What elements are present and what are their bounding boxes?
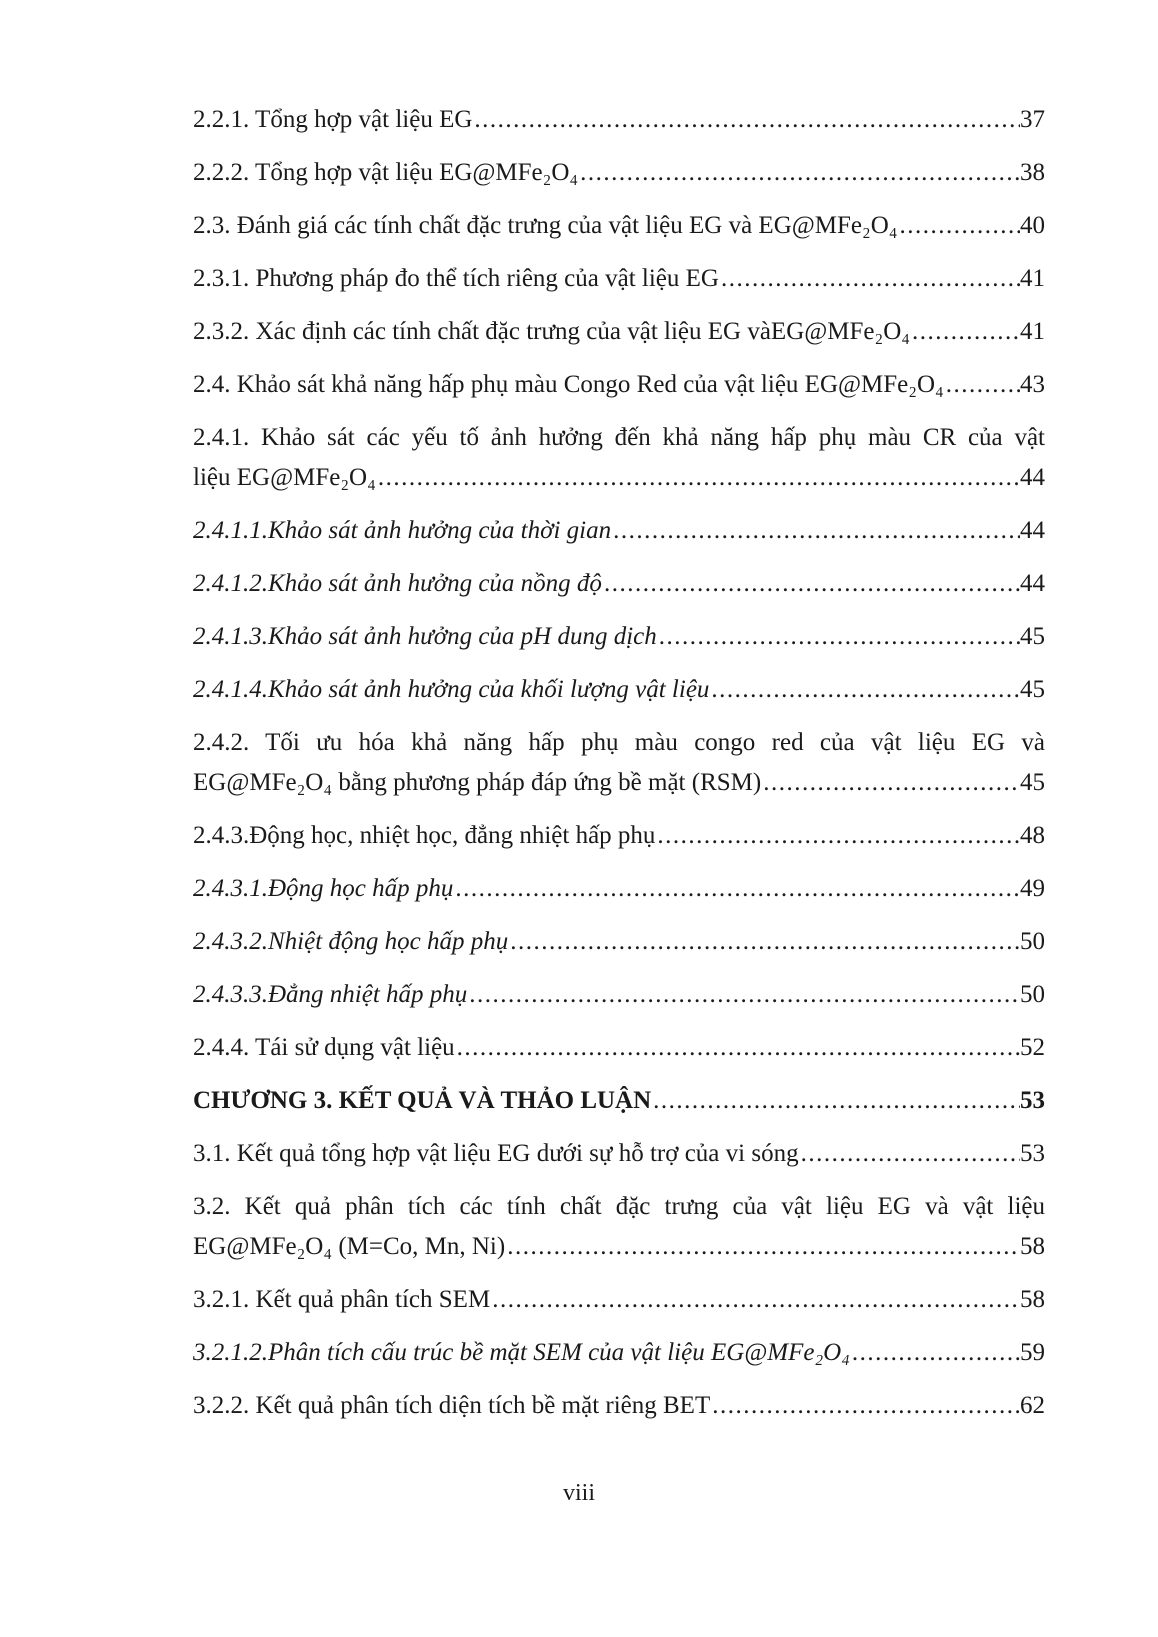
dot-leader: [611, 511, 1020, 551]
dot-leader: [709, 670, 1020, 710]
dot-leader: [657, 617, 1020, 657]
toc-entry-title: 3.2.1. Kết quả phân tích SEM: [193, 1286, 491, 1313]
toc-entry-page-number: 40: [1020, 212, 1045, 239]
toc-entry-page-number: 44: [1020, 517, 1045, 544]
toc-entry-title: 2.4.3.2.Nhiệt động học hấp phụ: [193, 928, 509, 955]
toc-entry[interactable]: [193, 1081, 1045, 1121]
toc-entry-title: 2.4. Khảo sát khả năng hấp phụ màu Congo Red của vật liệu EG@MFe₂O₄: [193, 371, 944, 398]
toc-entry-title: 2.4.1.4.Khảo sát ảnh hưởng của khối lượng vật liệu: [193, 676, 710, 703]
toc-entry[interactable]: [193, 564, 1045, 604]
toc-entry-title: 3.2.2. Kết quả phân tích diện tích bề mặt riêng BET: [193, 1392, 711, 1419]
toc-entry-line: [193, 975, 1045, 1015]
toc-entry-page-number: 50: [1020, 928, 1045, 955]
toc-entry-title: 2.4.3.Động học, nhiệt học, đẳng nhiệt hấp phụ: [193, 822, 656, 849]
dot-leader: [761, 763, 1020, 803]
toc-entry-title: 2.3. Đánh giá các tính chất đặc trưng của vật liệu EG và EG@MFe₂O₄: [193, 212, 898, 239]
toc-entry-page-number: 58: [1020, 1233, 1045, 1260]
toc-entry[interactable]: [193, 365, 1045, 405]
toc-entry-line: [193, 259, 1045, 299]
toc-entry-title: EG@MFe₂O₄ bằng phương pháp đáp ứng bề mặt (RSM): [193, 769, 762, 796]
dot-leader: [944, 365, 1020, 405]
toc-entry[interactable]: [193, 922, 1045, 962]
toc-entry-title-line1: 3.2. Kết quả phân tích các tính chất đặc trưng của vật liệu EG và vật liệu: [193, 1193, 1045, 1220]
dot-leader: [472, 100, 1020, 140]
toc-entry-line: [193, 511, 1045, 551]
toc-entry-page-number: 44: [1020, 464, 1045, 491]
dot-leader: [651, 1081, 1020, 1121]
dot-leader: [602, 564, 1020, 604]
toc-entry-page-number: 38: [1020, 159, 1045, 186]
toc-entry-title: 2.3.2. Xác định các tính chất đặc trưng của vật liệu EG vàEG@MFe₂O₄: [193, 318, 910, 345]
toc-entry[interactable]: [193, 153, 1045, 193]
toc-entry-line: [193, 869, 1045, 909]
toc-entry-line: [193, 1081, 1045, 1121]
toc-entry-line: [193, 458, 1045, 498]
toc-entry-page-number: 50: [1020, 981, 1045, 1008]
toc-entry[interactable]: [193, 723, 1045, 803]
toc-entry-line: [193, 100, 1045, 140]
toc-entry-page-number: 44: [1020, 570, 1045, 597]
dot-leader: [453, 869, 1020, 909]
toc-entry-line: [193, 816, 1045, 856]
toc-entry-page-number: 53: [1020, 1087, 1045, 1114]
toc-entry[interactable]: [193, 1386, 1045, 1426]
toc-entry[interactable]: [193, 975, 1045, 1015]
toc-entry[interactable]: [193, 1280, 1045, 1320]
toc-entry-title: 2.4.1.2.Khảo sát ảnh hưởng của nồng độ: [193, 570, 602, 597]
toc-entry[interactable]: [193, 869, 1045, 909]
toc-entry[interactable]: [193, 511, 1045, 551]
toc-entry-line: [193, 1134, 1045, 1174]
dot-leader: [850, 1333, 1020, 1373]
toc-entry[interactable]: [193, 1134, 1045, 1174]
toc-entry-page-number: 41: [1020, 265, 1045, 292]
dot-leader: [655, 816, 1020, 856]
toc-entry-line: [193, 1227, 1045, 1267]
toc-entry-title: 2.4.3.1.Động học hấp phụ: [193, 875, 454, 902]
toc-entry-page-number: 45: [1020, 623, 1045, 650]
toc-entry-line: [193, 617, 1045, 657]
toc-entry[interactable]: [193, 100, 1045, 140]
toc-entry-title: 2.4.1.3.Khảo sát ảnh hưởng của pH dung dịch: [193, 623, 657, 650]
dot-leader: [578, 153, 1020, 193]
toc-entry[interactable]: [193, 206, 1045, 246]
toc-entry-line: [193, 1280, 1045, 1320]
toc-entry-page-number: 59: [1020, 1339, 1045, 1366]
dot-leader: [376, 458, 1020, 498]
toc-entry-page-number: 45: [1020, 769, 1045, 796]
toc-entry-line: [193, 670, 1045, 710]
toc-entry[interactable]: [193, 1333, 1045, 1373]
toc-entry[interactable]: [193, 259, 1045, 299]
toc-entry-title: EG@MFe₂O₄ (M=Co, Mn, Ni): [193, 1233, 506, 1260]
toc-entry-page-number: 37: [1020, 106, 1045, 133]
dot-leader: [897, 206, 1020, 246]
toc-entry-page-number: 45: [1020, 676, 1045, 703]
toc-entry-page-number: 41: [1020, 318, 1045, 345]
dot-leader: [799, 1134, 1020, 1174]
toc-entry-title: 3.1. Kết quả tổng hợp vật liệu EG dưới sự hỗ trợ của vi sóng: [193, 1140, 799, 1167]
toc-entry-title: 2.2.2. Tổng hợp vật liệu EG@MFe₂O₄: [193, 159, 579, 186]
table-of-contents: [193, 100, 1045, 1439]
toc-entry[interactable]: [193, 1028, 1045, 1068]
toc-entry[interactable]: [193, 617, 1045, 657]
toc-entry-page-number: 58: [1020, 1286, 1045, 1313]
toc-entry-line: [193, 1333, 1045, 1373]
toc-entry-title-line1: 2.4.2. Tối ưu hóa khả năng hấp phụ màu congo red của vật liệu EG và: [193, 729, 1045, 756]
dot-leader: [505, 1227, 1020, 1267]
toc-entry-title: 2.4.3.3.Đẳng nhiệt hấp phụ: [193, 981, 468, 1008]
toc-entry-page-number: 53: [1020, 1140, 1045, 1167]
toc-entry-page-number: 52: [1020, 1034, 1045, 1061]
page-number-footer: viii: [562, 1480, 595, 1506]
toc-entry-page-number: 48: [1020, 822, 1045, 849]
toc-entry-line: [193, 153, 1045, 193]
toc-entry-title: 3.2.1.2.Phân tích cấu trúc bề mặt SEM của vật liệu EG@MFe₂O₄: [193, 1339, 850, 1366]
toc-entry-line: [193, 206, 1045, 246]
toc-entry-title: 2.4.1.1.Khảo sát ảnh hưởng của thời gian: [193, 517, 612, 544]
dot-leader: [508, 922, 1020, 962]
toc-entry-line: [193, 312, 1045, 352]
toc-entry-line: [193, 922, 1045, 962]
toc-entry[interactable]: [193, 816, 1045, 856]
toc-entry[interactable]: [193, 1187, 1045, 1267]
dot-leader: [719, 259, 1020, 299]
toc-entry-title: 2.3.1. Phương pháp đo thể tích riêng của vật liệu EG: [193, 265, 719, 292]
toc-entry-line: [193, 1386, 1045, 1426]
dot-leader: [910, 312, 1020, 352]
toc-entry-title: liệu EG@MFe₂O₄: [193, 464, 376, 491]
toc-entry-line: [193, 365, 1045, 405]
dot-leader: [467, 975, 1020, 1015]
toc-entry-line: [193, 1028, 1045, 1068]
toc-entry-line: [193, 564, 1045, 604]
toc-entry-page-number: 49: [1020, 875, 1045, 902]
toc-entry-title: 2.2.1. Tổng hợp vật liệu EG: [193, 106, 473, 133]
toc-entry-line: [193, 763, 1045, 803]
toc-entry[interactable]: [193, 670, 1045, 710]
toc-entry-title-line1: 2.4.1. Khảo sát các yếu tố ảnh hưởng đến khả năng hấp phụ màu CR của vật: [193, 424, 1045, 451]
dot-leader: [490, 1280, 1020, 1320]
dot-leader: [455, 1028, 1020, 1068]
toc-entry[interactable]: [193, 418, 1045, 498]
toc-entry-page-number: 43: [1020, 371, 1045, 398]
dot-leader: [710, 1386, 1020, 1426]
toc-entry[interactable]: [193, 312, 1045, 352]
toc-entry-title: CHƯƠNG 3. KẾT QUẢ VÀ THẢO LUẬN: [193, 1087, 652, 1114]
toc-entry-page-number: 62: [1020, 1392, 1045, 1419]
toc-entry-title: 2.4.4. Tái sử dụng vật liệu: [193, 1034, 455, 1061]
